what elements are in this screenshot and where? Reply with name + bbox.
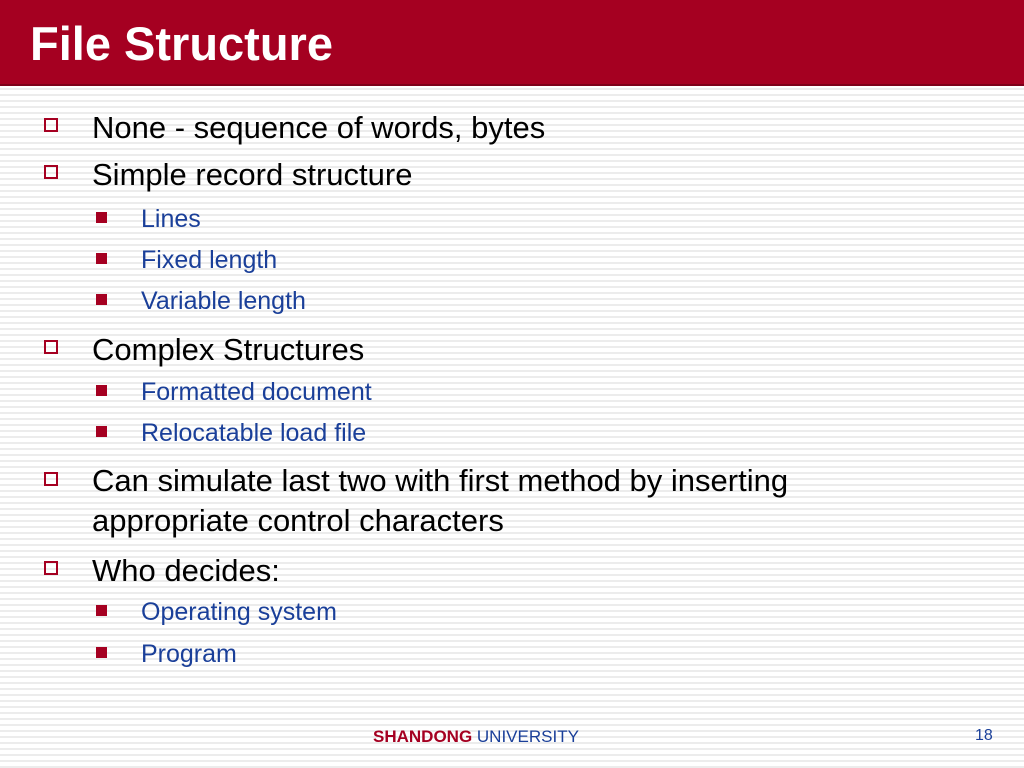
slide-title: File Structure — [30, 17, 333, 70]
hollow-square-bullet-icon — [44, 561, 58, 575]
slide-footer — [0, 727, 1024, 747]
university-name-rest: UNIVERSITY — [472, 727, 579, 746]
hollow-square-bullet-icon — [44, 118, 58, 132]
sub-bullet-text: Fixed length — [141, 246, 278, 274]
filled-square-bullet-icon — [96, 385, 107, 396]
sub-bullet-text: Relocatable load file — [141, 419, 367, 447]
page-number: 18 — [975, 727, 993, 744]
hollow-square-bullet-icon — [44, 340, 58, 354]
sub-bullet-text: Lines — [141, 205, 201, 233]
filled-square-bullet-icon — [96, 426, 107, 437]
hollow-square-bullet-icon — [44, 165, 58, 179]
sub-bullet-text: Formatted document — [141, 378, 372, 406]
filled-square-bullet-icon — [96, 647, 107, 658]
filled-square-bullet-icon — [96, 212, 107, 223]
bullet-text-line-1: Can simulate last two with first method by inserting — [92, 463, 789, 498]
bullet-text — [92, 461, 788, 541]
university-name — [373, 727, 579, 747]
bullet-text: Who decides: — [92, 553, 280, 588]
filled-square-bullet-icon — [96, 253, 107, 264]
bullet-text: None - sequence of words, bytes — [92, 110, 546, 145]
hollow-square-bullet-icon — [44, 472, 58, 486]
university-name-strong: SHANDONG — [373, 727, 473, 746]
filled-square-bullet-icon — [96, 605, 107, 616]
bullet-text-line-2: appropriate control characters — [92, 503, 504, 538]
sub-bullet-text: Program — [141, 640, 237, 668]
bullet-text: Simple record structure — [92, 157, 413, 192]
filled-square-bullet-icon — [96, 294, 107, 305]
sub-bullet-text: Operating system — [141, 598, 337, 626]
sub-bullet-text: Variable length — [141, 287, 306, 315]
bullet-text: Complex Structures — [92, 332, 365, 367]
